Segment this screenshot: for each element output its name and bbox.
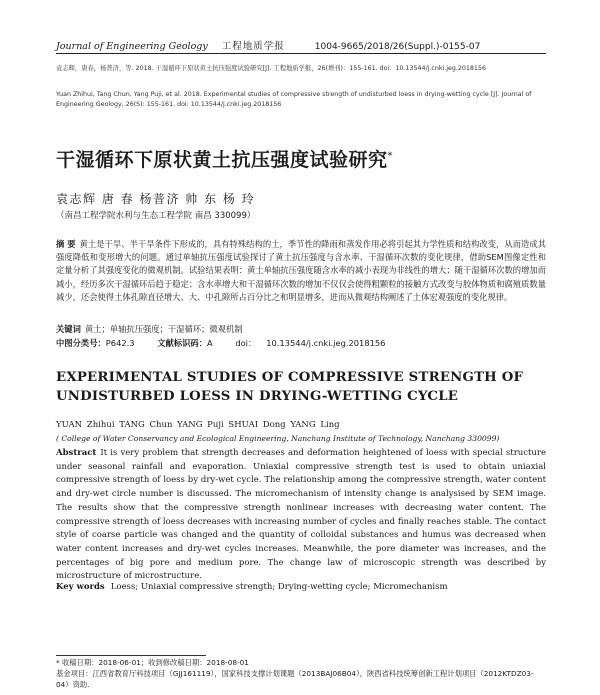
abstract-en-label: Abstract	[56, 448, 97, 458]
keywords-en-label: Key words	[56, 582, 105, 592]
citation-en: Yuan Zhihui, Tang Chun, Yang Puji, et al. 2018. Experimental studies of compressive strength of undisturbed loess in drying-wetting cycle [J]. Journal of Engineering Geology, 26(S): 155-161. doi: 10.13544/j.cnki.jeg.2018156	[56, 91, 532, 108]
doc-label: 文献标识码：	[157, 338, 207, 348]
authors-cn: 袁志辉 唐 春 杨普济 帅 东 杨 玲	[56, 192, 256, 206]
keywords-en-text: Loess; Uniaxial compressive strength; Drying-wetting cycle; Micromechanism	[110, 582, 448, 592]
clc-label: 中图分类号：	[56, 338, 106, 348]
clc-number	[56, 338, 145, 348]
title-footnote-mark: *	[387, 150, 394, 162]
keywords-en	[56, 582, 546, 592]
abstract-en	[56, 447, 546, 584]
issn-line: 1004-9665/2018/26(Suppl.)-0155-07	[314, 42, 481, 52]
doi-label: doi：	[235, 338, 257, 348]
clc-value: P642.3	[105, 338, 135, 348]
affiliation-cn: （南昌工程学院水利与生态工程学院 南昌 330099）	[56, 211, 256, 221]
doi	[235, 338, 395, 348]
citation-cn: 袁志辉，唐春，杨普济，等. 2018. 干湿循环下原状黄土抗压强度试验研究[J]. 工程地质学报，26(增刊)：155-161. doi：10.13544/j.cnki.jeg.2018156	[56, 65, 486, 72]
header-rule	[56, 53, 546, 54]
keywords-cn-label: 关键词	[56, 324, 81, 334]
abstract-cn-label: 摘 要	[56, 239, 76, 249]
footnote-received: * 收稿日期：2018-06-01；收到修改稿日期：2018-08-01	[56, 658, 249, 667]
authors-en: YUAN Zhihui TANG Chun YANG Puji SHUAI Dong YANG Ling	[56, 420, 340, 430]
affiliation-en: ( College of Water Conservancy and Ecological Engineering, Nanchang Institute of Technology, Nanchang 330099)	[56, 434, 500, 443]
title-cn	[56, 145, 546, 172]
keywords-cn-text: 黄土；单轴抗压强度；干湿循环；微观机制	[84, 324, 243, 334]
journal-name-cn: 工程地质学报	[221, 41, 285, 52]
title-en: EXPERIMENTAL STUDIES OF COMPRESSIVE STRENGTH OF UNDISTURBED LOESS IN DRYING-WETTING CYCLE	[56, 370, 524, 404]
footnote-fund: 基金项目：江西省教育厅科技项目（GJJ161119），国家科技支撑计划课题（2013BAJ06B04），陕西省科技统筹创新工程计划项目（2012KTDZ03-04）资助.	[56, 669, 534, 689]
abstract-cn-text: 黄土是干旱、半干旱条件下形成的，具有特殊结构的土，季节性的降雨和蒸发作用必将引起其力学性质和结构改变，从而造成其强度降低和变形增大的问题。通过单轴抗压强度试验探讨了黄土抗压强度与含水率、干湿循环次数的变化规律，借助SEM图像定性和定量分析了其强度变化的微观机制。试验结果表明：黄土单轴抗压强度随含水率的减小表现为非线性的增大；随干湿循环次数的增加而减小，经历多次干湿循环后趋于稳定；含水率增大和干湿循环次数的增加不仅仅会使得粗颗粒的接触方式改变与胶体物质和腐殖质数量减少，还会使得土体孔隙直径增大、大、中孔隙所占百分比之和明显增多，进而从微观结构阐述了土体宏观强度的变化规律。	[56, 239, 547, 302]
abstract-cn	[56, 238, 546, 304]
classification-line	[56, 337, 546, 349]
title-cn-text: 干湿循环下原状黄土抗压强度试验研究	[56, 149, 388, 171]
footnote-rule	[56, 655, 206, 656]
doi-value: 10.13544/j.cnki.jeg.2018156	[266, 338, 386, 348]
document-code	[157, 338, 222, 348]
doc-value: A	[207, 338, 213, 348]
keywords-cn	[56, 323, 546, 335]
abstract-en-text: It is very problem that strength decreases and deformation heightened of loess with special structure under seasonal rainfall and evaporation. Uniaxial compressive strength test is used to obtain uniaxial compressive strength of loess by dry-wet cycle. The relationship among the compressive strength, water content and dry-wet circle number is discussed. The micromechanism of intensity change is analysised by SEM image. The results show that the compressive strength nonlinear increases with decreasing water content. The compressive strength of loess decreases with increasing number of cycles and finally reaches stable. The contact style of coarse particle was changed and the quantity of colloidal substances and humus was decreased when water content increases and dry-wet cycles increases. Meanwhile, the pore diameter was increases, and the percentages of big pore and medium pore. The change law of microscopic strength was described by microstructure of microstructure.	[56, 448, 546, 582]
running-header	[56, 38, 546, 52]
journal-name-en: Journal of Engineering Geology	[56, 41, 208, 52]
